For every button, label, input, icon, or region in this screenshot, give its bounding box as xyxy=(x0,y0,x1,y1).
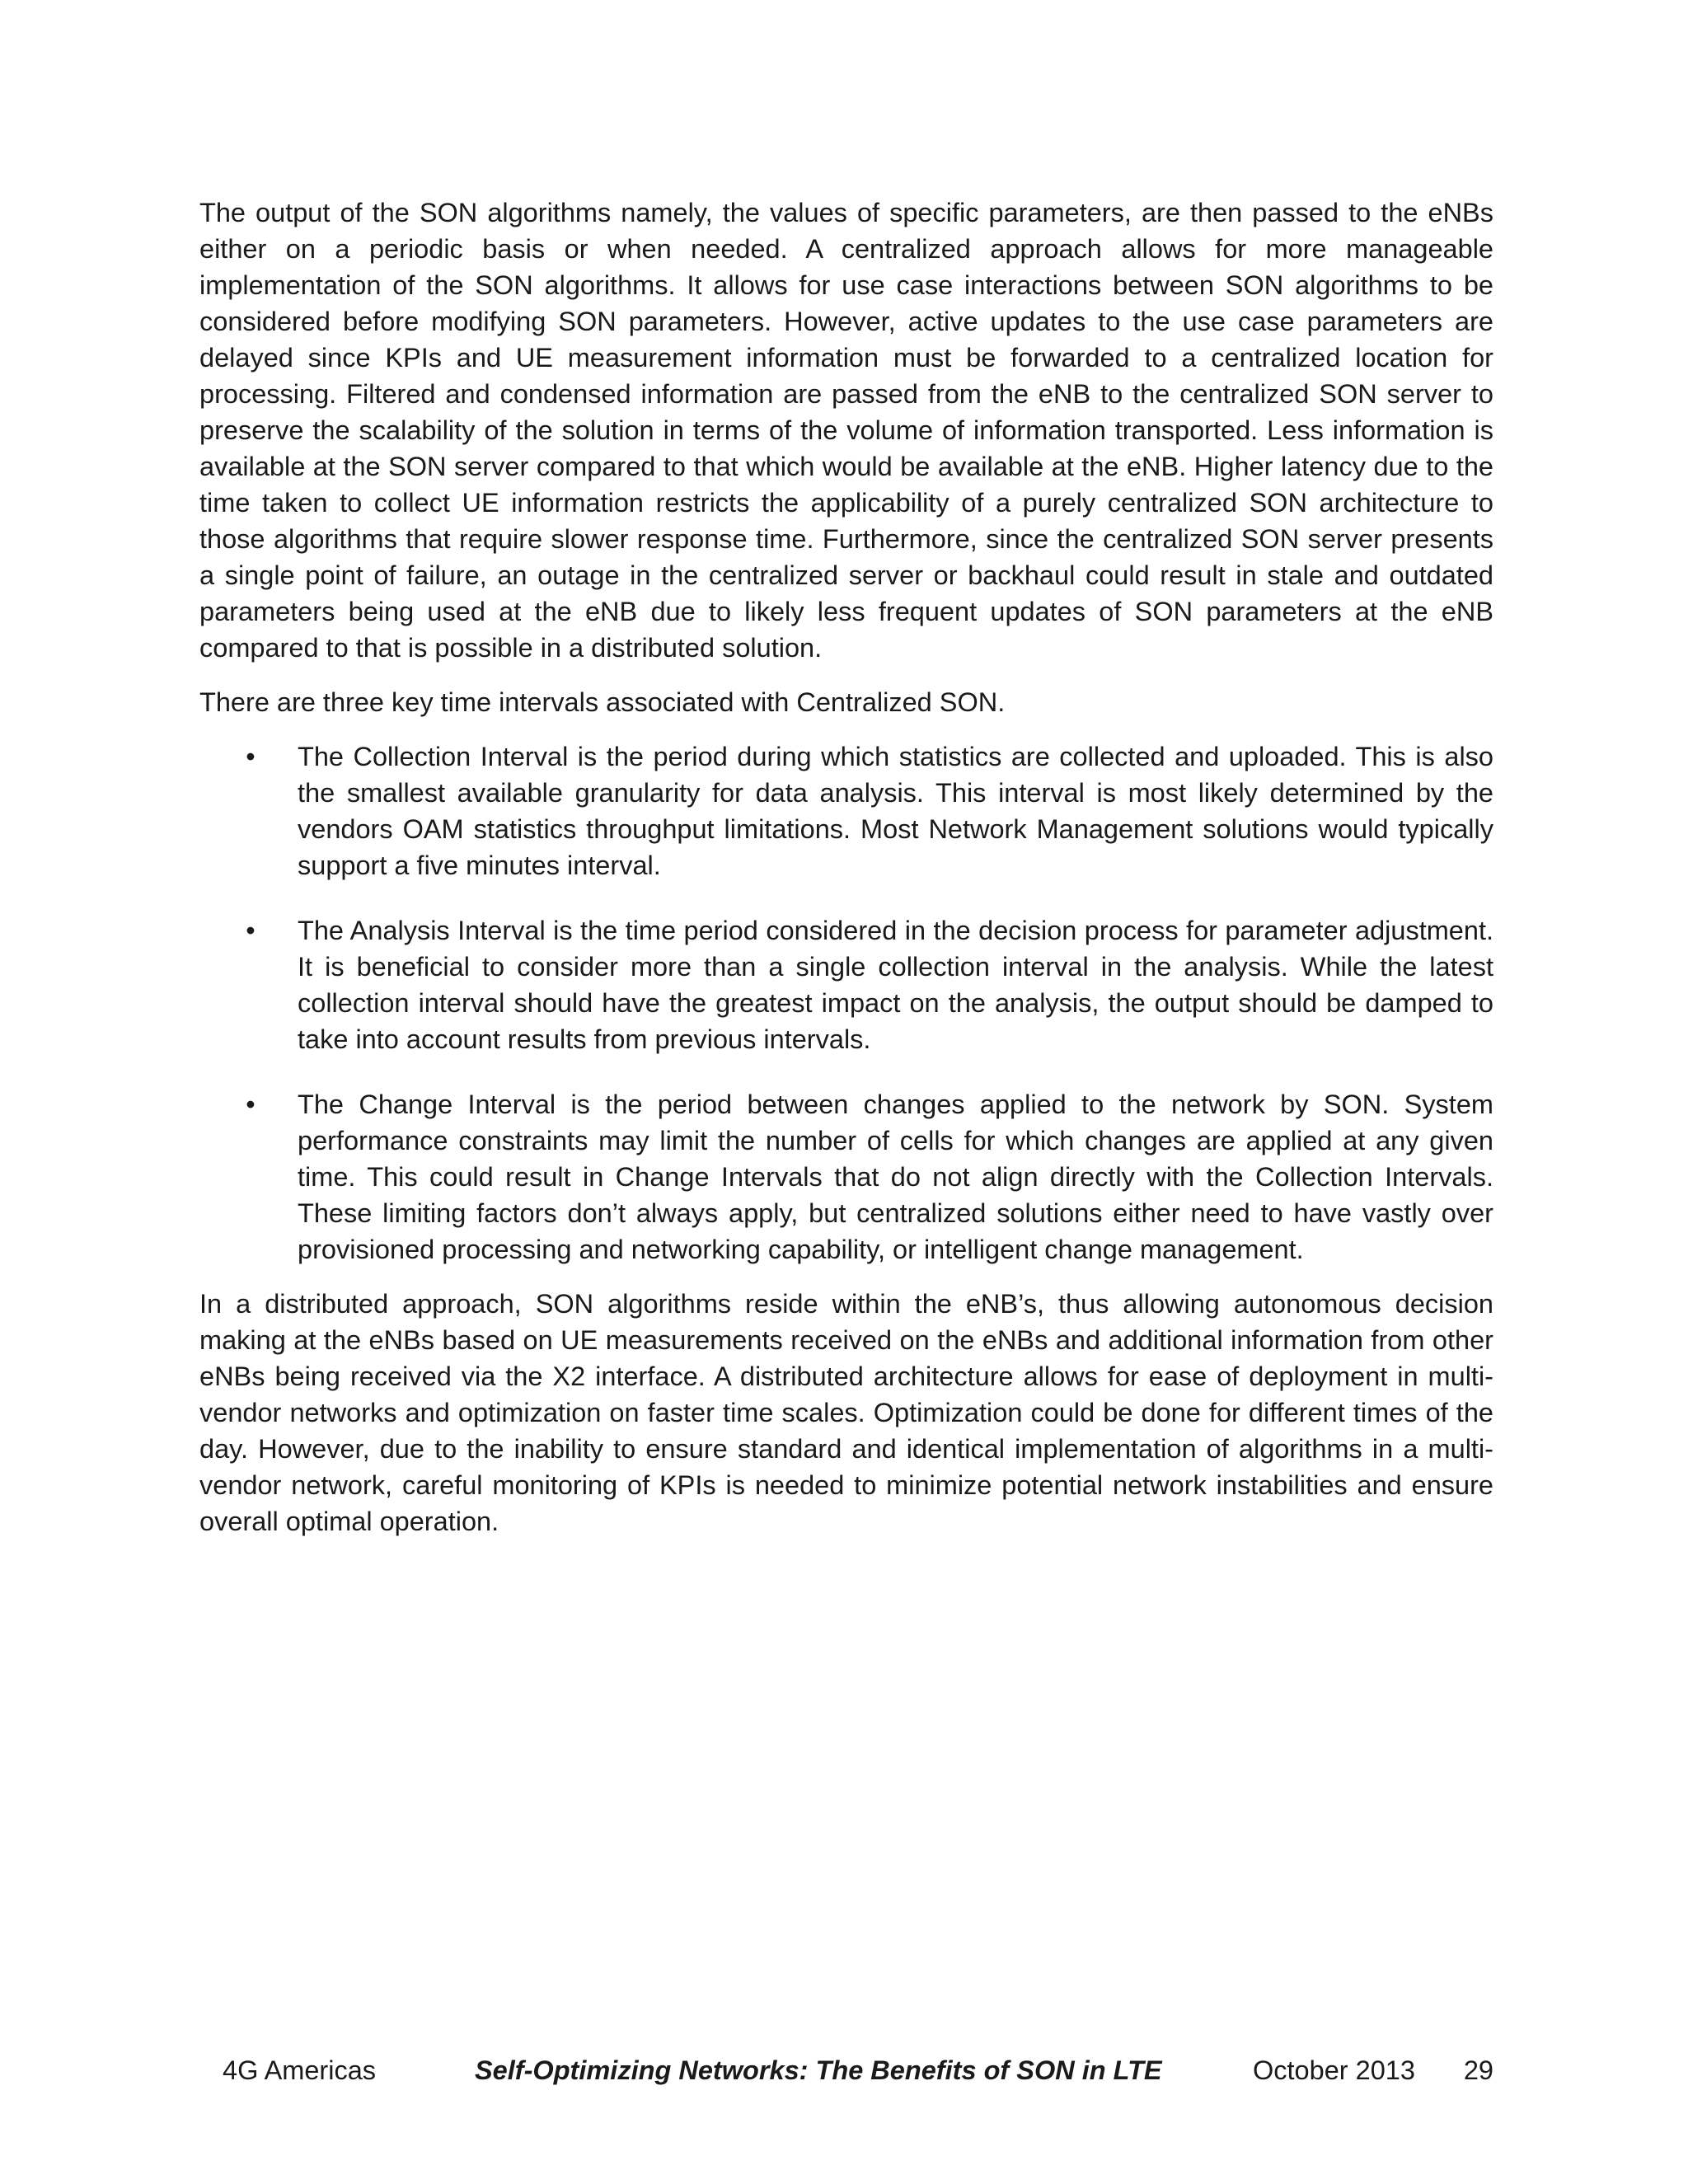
footer-date: October 2013 xyxy=(1253,2055,1415,2085)
list-item-text: The Analysis Interval is the time period considered in the decision process for parameter adjustment. It is beneficial to consider more than a single collection interval in the analysis. While the latest collection interval should have the greatest impact on the analysis, the output should be damped to take into account results from previous intervals. xyxy=(298,916,1493,1054)
list-item-text: The Change Interval is the period between changes applied to the network by SON. System performance constraints may limit the number of cells for which changes are applied at any given time. This could result in Change Intervals that do not align directly with the Collection Intervals. These limiting factors don’t always apply, but centralized solutions either need to have vastly over provisioned processing and networking capability, or intelligent change management. xyxy=(298,1090,1493,1264)
bullet-icon: • xyxy=(246,1090,256,1119)
list-item-text: The Collection Interval is the period during which statistics are collected and uploaded. This is also the smallest available granularity for data analysis. This interval is most likely determined by the vendors OAM statistics throughput limitations. Most Network Management solutions would typically support a five minutes interval. xyxy=(298,742,1493,880)
paragraph-time-intervals-intro: There are three key time intervals associated with Centralized SON. xyxy=(199,687,1006,717)
list-item-analysis-interval xyxy=(199,912,1493,1057)
bullet-icon: • xyxy=(246,916,256,945)
time-interval-list xyxy=(199,738,1493,1268)
page-footer xyxy=(199,2052,1493,2088)
list-item-change-interval xyxy=(199,1086,1493,1268)
footer-organization: 4G Americas xyxy=(223,2055,377,2085)
paragraph-distributed-approach: In a distributed approach, SON algorithms reside within the eNB’s, thus allowing autonomous decision making at the eNBs based on UE measurements received on the eNBs and additional information from other eNBs being received via the X2 interface. A distributed architecture allows for ease of deployment in multi-vendor networks and optimization on faster time scales. Optimization could be done for different times of the day. However, due to the inability to ensure standard and identical implementation of algorithms in a multi-vendor network, careful monitoring of KPIs is needed to minimize potential network instabilities and ensure overall optimal operation. xyxy=(199,1289,1493,1536)
footer-document-title: Self-Optimizing Networks: The Benefits of SON in LTE xyxy=(475,2055,1162,2085)
list-item-collection-interval xyxy=(199,738,1493,883)
page-content xyxy=(199,194,1493,1558)
paragraph-centralized-son: The output of the SON algorithms namely, the values of specific parameters, are then passed to the eNBs either on a periodic basis or when needed. A centralized approach allows for more manageable implementation of the SON algorithms. It allows for use case interactions between SON algorithms to be considered before modifying SON parameters. However, active updates to the use case parameters are delayed since KPIs and UE measurement information must be forwarded to a centralized location for processing. Filtered and condensed information are passed from the eNB to the centralized SON server to preserve the scalability of the solution in terms of the volume of information transported. Less information is available at the SON server compared to that which would be available at the eNB. Higher latency due to the time taken to collect UE information restricts the applicability of a purely centralized SON architecture to those algorithms that require slower response time. Furthermore, since the centralized SON server presents a single point of failure, an outage in the centralized server or backhaul could result in stale and outdated parameters being used at the eNB due to likely less frequent updates of SON parameters at the eNB compared to that is possible in a distributed solution. xyxy=(199,198,1493,663)
bullet-icon: • xyxy=(246,742,256,771)
footer-page-number: 29 xyxy=(1463,2055,1493,2085)
